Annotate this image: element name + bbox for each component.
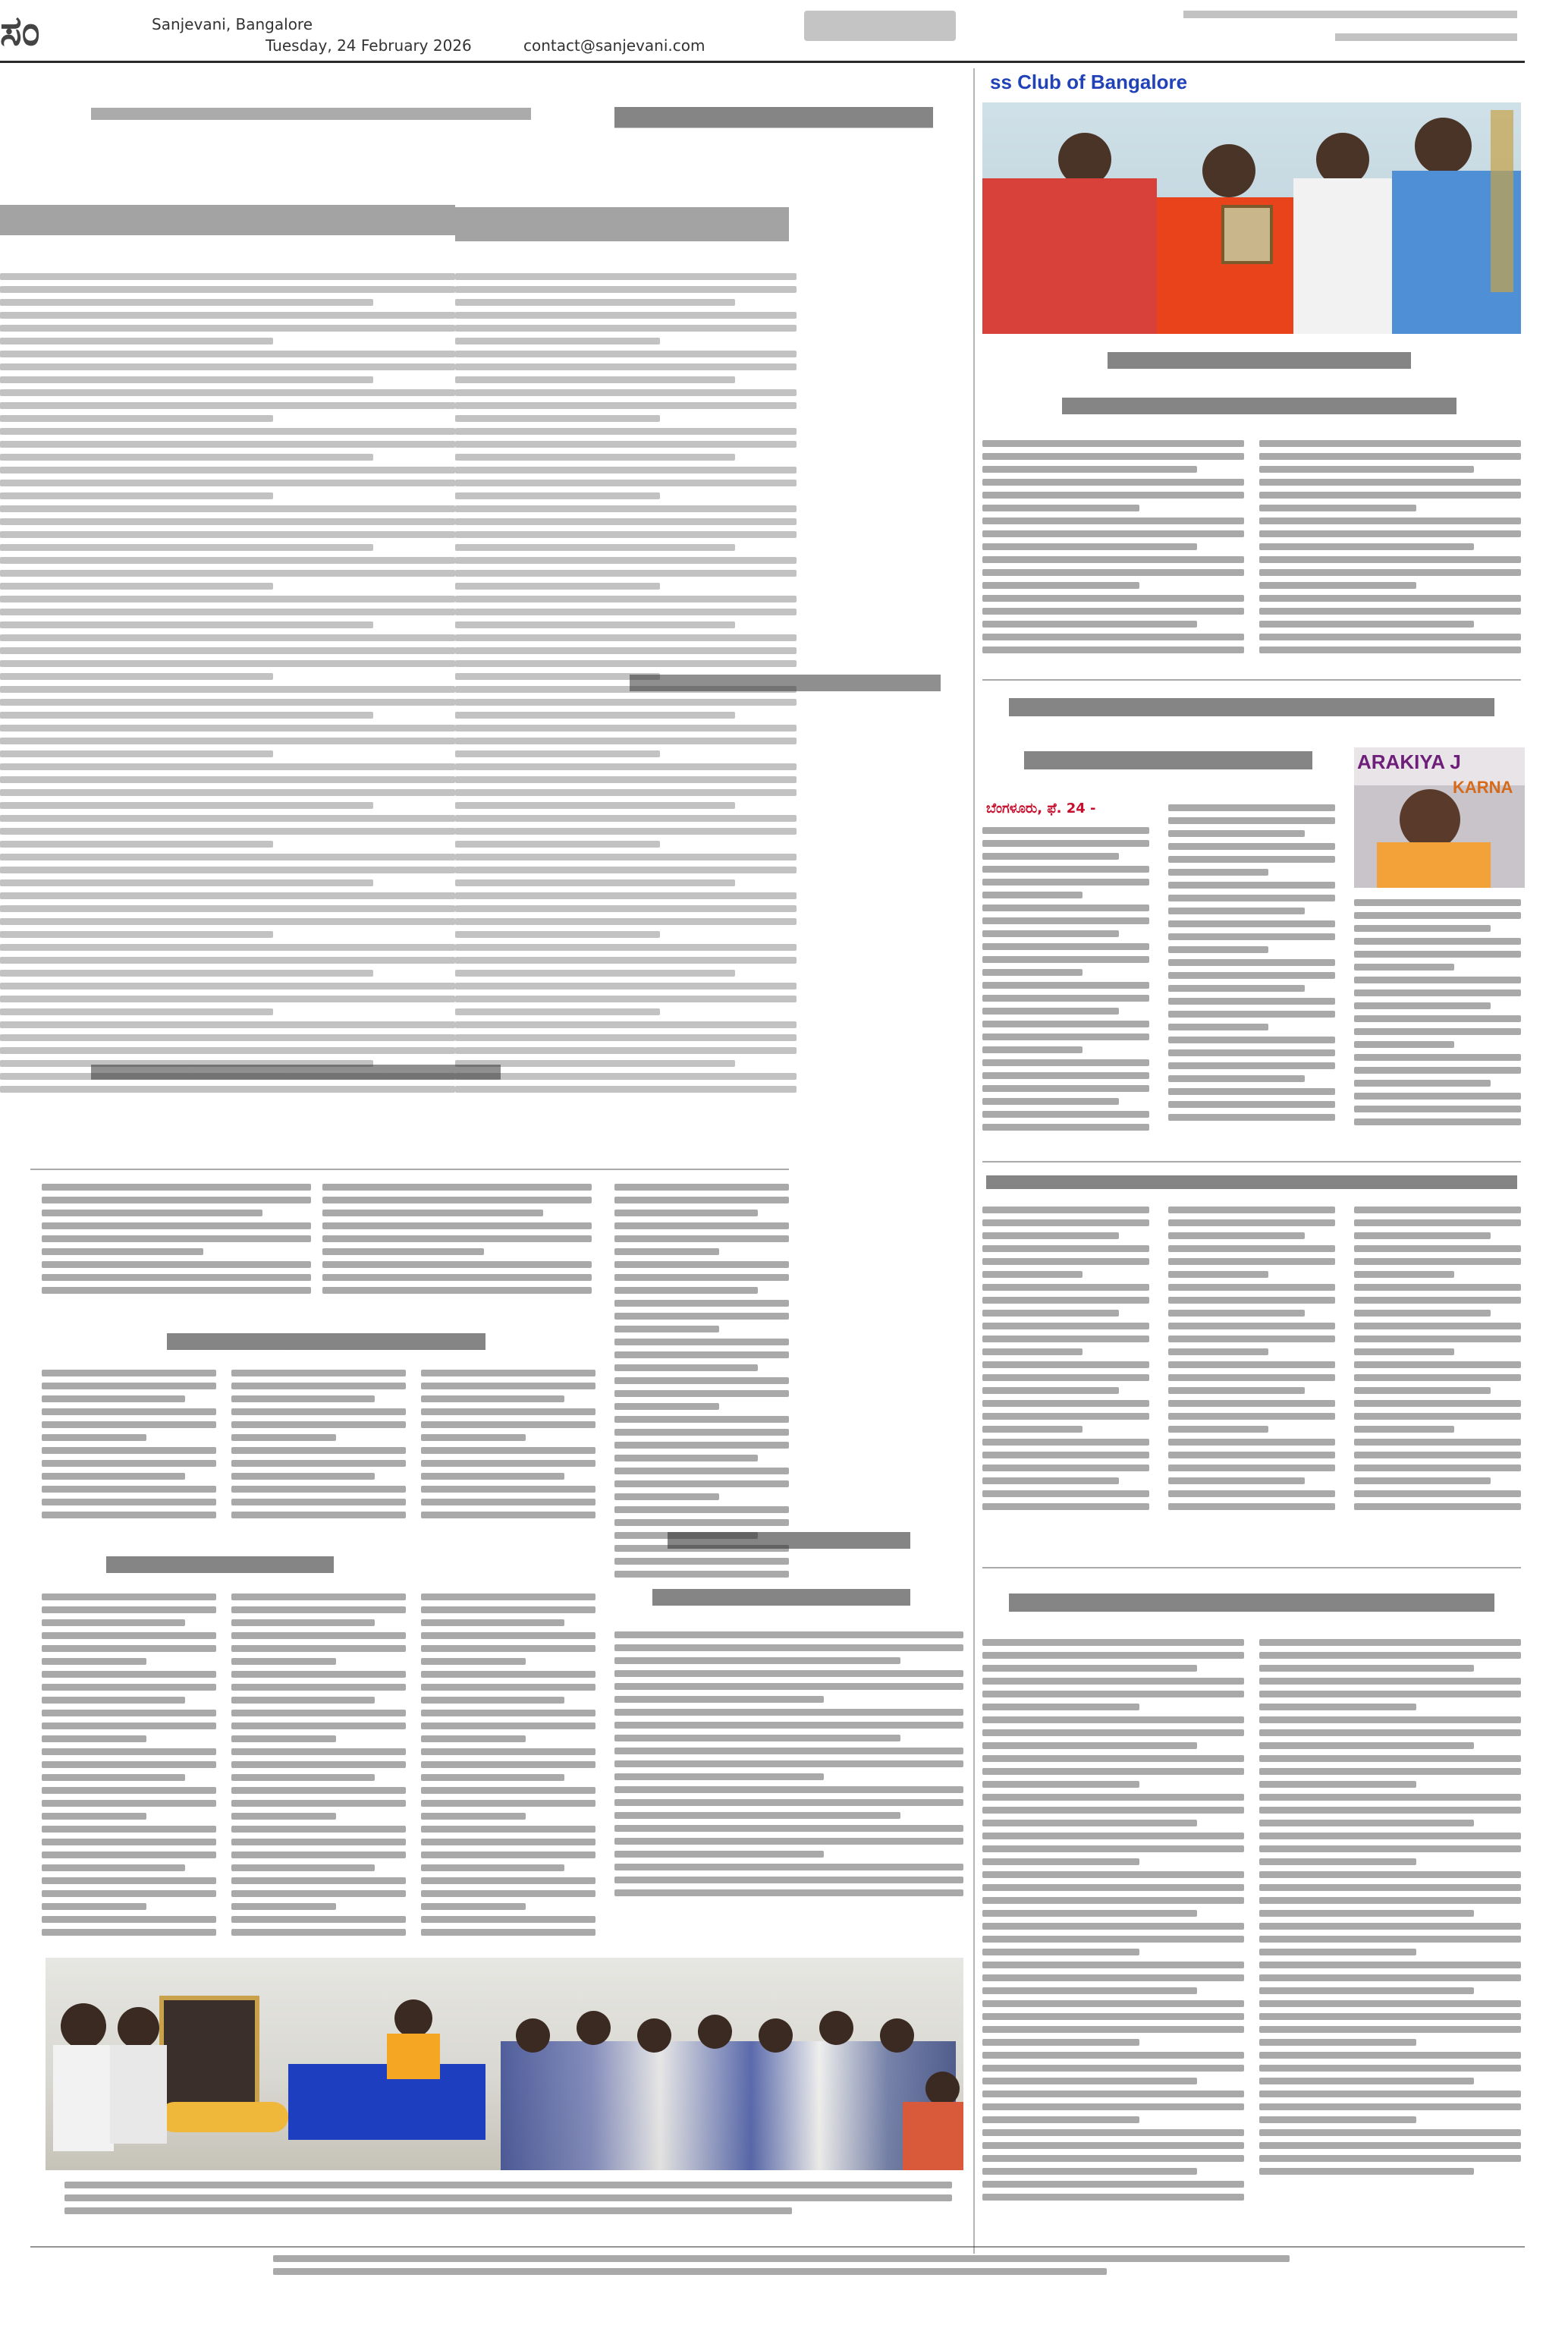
bottom-photo-caption bbox=[64, 2182, 952, 2227]
right-article-3-col-1 bbox=[982, 1207, 1149, 1540]
masthead-right-info bbox=[1183, 11, 1517, 18]
center-headline-3 bbox=[630, 668, 941, 698]
photo2-text-1: ARAKIYA J bbox=[1357, 750, 1461, 773]
photo-portrait-frame bbox=[159, 1996, 259, 2111]
right-article-4-col-2 bbox=[1259, 1639, 1521, 2216]
right-article-1-headline-1 bbox=[1108, 345, 1411, 376]
right-article-3-col-2 bbox=[1168, 1207, 1335, 1540]
left-lower-text-b bbox=[322, 1184, 592, 1305]
masthead-right-info-2 bbox=[1335, 33, 1517, 41]
masthead-right-logo bbox=[804, 11, 956, 41]
center-headline-1 bbox=[614, 99, 933, 137]
left-lower-rule bbox=[30, 1169, 789, 1170]
left-subhead-1 bbox=[91, 1059, 501, 1086]
masthead bbox=[0, 0, 1568, 61]
right-article-3-headline bbox=[986, 1169, 1517, 1196]
right-article-2-col-1 bbox=[982, 827, 1149, 1153]
right-article-1-headline-2 bbox=[1062, 391, 1456, 421]
left-article-3-col-2 bbox=[231, 1370, 406, 1537]
right-article-2-headline-1 bbox=[1009, 691, 1494, 724]
right-article-4-rule bbox=[982, 1567, 1521, 1568]
right-article-2-col-3 bbox=[1354, 899, 1521, 1153]
center-article-5-headline-1 bbox=[668, 1525, 910, 1556]
footer-imprint bbox=[273, 2255, 1290, 2283]
left-article-3-col-1 bbox=[42, 1370, 216, 1537]
left-article-4-col-2 bbox=[231, 1594, 406, 1950]
right-article-2-dateline: ಬೆಂಗಳೂರು, ಫೆ. 24 - bbox=[986, 801, 1096, 816]
photo2-text-2: KARNA bbox=[1453, 778, 1513, 797]
left-article-4-headline bbox=[106, 1549, 334, 1580]
right-article-1-col-1 bbox=[982, 440, 1244, 668]
right-photo-2 bbox=[1354, 747, 1525, 888]
masthead-rule bbox=[0, 61, 1525, 63]
left-headline-1 bbox=[91, 99, 531, 129]
photo1-banner-text: ss Club of Bangalore bbox=[990, 71, 1188, 93]
right-photo-1 bbox=[982, 64, 1521, 334]
footer-rule bbox=[30, 2246, 1525, 2248]
left-lower-text-a bbox=[42, 1184, 311, 1305]
right-article-2-rule bbox=[982, 679, 1521, 681]
left-headline-2 bbox=[0, 190, 455, 250]
photo1-banner bbox=[982, 64, 1521, 102]
right-article-4-headline bbox=[1009, 1586, 1494, 1619]
right-article-3-rule bbox=[982, 1161, 1521, 1162]
left-article-3-headline bbox=[167, 1326, 485, 1357]
photo-flowers bbox=[159, 2102, 288, 2132]
right-article-2-headline-2 bbox=[1024, 744, 1312, 777]
center-article-5-headline-2 bbox=[652, 1582, 910, 1612]
right-article-4-col-1 bbox=[982, 1639, 1244, 2216]
masthead-date: Tuesday, 24 February 2026 bbox=[266, 36, 472, 55]
left-text-block-1 bbox=[0, 273, 455, 1115]
right-article-2-col-2 bbox=[1168, 804, 1335, 1153]
right-article-1-col-2 bbox=[1259, 440, 1521, 668]
left-article-3-col-3 bbox=[421, 1370, 595, 1537]
left-article-4-col-3 bbox=[421, 1594, 595, 1950]
left-article-4-col-1 bbox=[42, 1594, 216, 1950]
center-article-5-text bbox=[614, 1631, 963, 1920]
masthead-logo: ಸಂ bbox=[0, 6, 39, 55]
column-divider bbox=[973, 68, 975, 2254]
center-headline-2 bbox=[455, 190, 789, 258]
masthead-paper-name: Sanjevani, Bangalore bbox=[152, 15, 313, 33]
right-article-3-col-3 bbox=[1354, 1207, 1521, 1540]
bottom-event-photo bbox=[46, 1958, 963, 2170]
masthead-email: contact@sanjevani.com bbox=[523, 36, 705, 55]
